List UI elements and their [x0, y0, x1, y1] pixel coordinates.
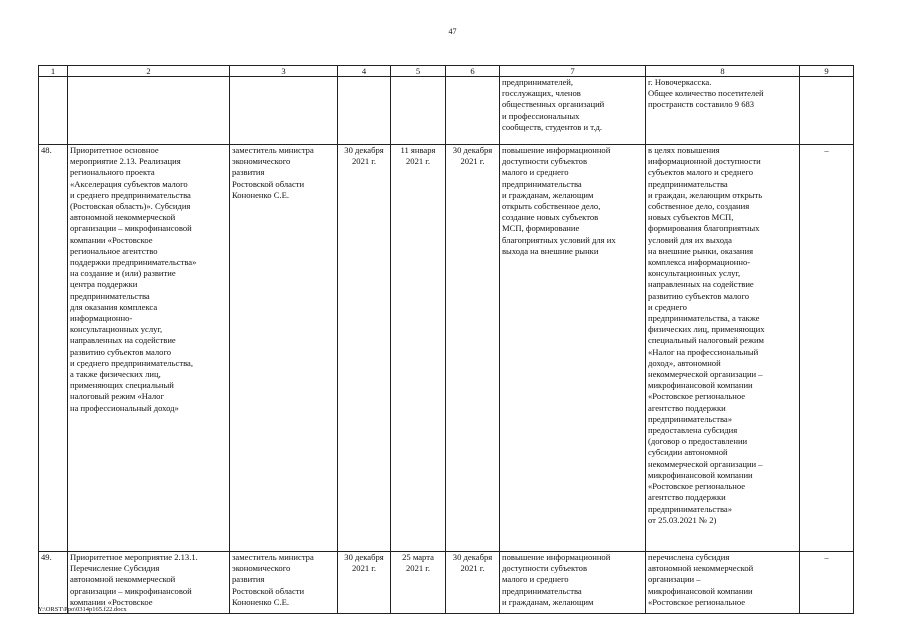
- column-header: 7: [500, 66, 646, 77]
- table-row: [39, 552, 854, 614]
- column-header: 1: [39, 66, 68, 77]
- actual-start-date: 11 января 2021 г.: [391, 145, 446, 552]
- column-header: 9: [800, 66, 854, 77]
- table-row: [39, 77, 854, 145]
- expected-result: повышение информационной доступности субъектов малого и среднего предпринимательства и гражданам, желающим открыть собственное дело, создание новых субъектов МСП, формирование благоприятных условий для их выхода на внешние рынки: [500, 145, 646, 552]
- actual-end-date: 30 декабря 2021 г.: [446, 552, 500, 614]
- column-header: 3: [230, 66, 338, 77]
- column-header: 2: [68, 66, 230, 77]
- row-number: 48.: [39, 145, 68, 552]
- event-name: [68, 77, 230, 145]
- notes: [800, 77, 854, 145]
- column-header: 4: [338, 66, 391, 77]
- planned-date: [338, 77, 391, 145]
- event-name: Приоритетное мероприятие 2.13.1. Перечисление Субсидия автономной некоммерческой организации – микрофинансовой компании «Ростовское: [68, 552, 230, 614]
- notes: –: [800, 145, 854, 552]
- report-table: [38, 65, 854, 614]
- responsible-person: заместитель министра экономического развития Ростовской области Кононенко С.Е.: [230, 145, 338, 552]
- table-row: [39, 145, 854, 552]
- column-number-row: [39, 66, 854, 77]
- event-name: Приоритетное основное мероприятие 2.13. Реализация регионального проекта «Акселерация субъектов малого и среднего предпринимательства (Ростовская область)». Субсидия автономной некоммерческой организации – микрофинансовой компании «Ростовское региональное агентство поддержки предпринимательства» на создание и (или) развитие центра поддержки предпринимательства для оказания комплекса информационно- консультационных услуг, направленных на содействие развитию субъектов малого и среднего предпринимательства, а также физических лиц, применяющих специальный налоговый режим «Налог на профессиональный доход»: [68, 145, 230, 552]
- expected-result: предпринимателей, госслужащих, членов общественных организаций и профессиональных сообществ, студентов и т.д.: [500, 77, 646, 145]
- actual-start-date: [391, 77, 446, 145]
- actual-result: в целях повышения информационной доступности субъектов малого и среднего предпринимательства и граждан, желающим открыть собственное дело, создания новых субъектов МСП, формирования благоприятных условий для их выхода на внешние рынки, оказания комплекса информационно- консультационных услуг, направленных на содействие развитию субъектов малого и среднего предпринимательства, а также физических лиц, применяющих специальный налоговый режим «Налог на профессиональный доход», автономной некоммерческой организации – микрофинансовой компании «Ростовское региональное агентство поддержки предпринимательства» предоставлена субсидия (договор о предоставлении субсидии автономной некоммерческой организации – микрофинансовой компании «Ростовское региональное агентство поддержки предпринимательства» от 25.03.2021 № 2): [646, 145, 800, 552]
- column-header: 8: [646, 66, 800, 77]
- row-number: [39, 77, 68, 145]
- actual-result: г. Новочеркасска. Общее количество посетителей пространств составило 9 683: [646, 77, 800, 145]
- responsible-person: заместитель министра экономического развития Ростовской области Кононенко С.Е.: [230, 552, 338, 614]
- actual-end-date: 30 декабря 2021 г.: [446, 145, 500, 552]
- column-header: 6: [446, 66, 500, 77]
- planned-date: 30 декабря 2021 г.: [338, 552, 391, 614]
- actual-result: перечислена субсидия автономной некоммерческой организации – микрофинансовой компании «Ростовское региональное: [646, 552, 800, 614]
- row-number: 49.: [39, 552, 68, 614]
- responsible-person: [230, 77, 338, 145]
- expected-result: повышение информационной доступности субъектов малого и среднего предпринимательства и гражданам, желающим: [500, 552, 646, 614]
- file-path-footer: Y:\ORST\Ppo\0314p165.f22.docx: [38, 606, 127, 613]
- actual-end-date: [446, 77, 500, 145]
- actual-start-date: 25 марта 2021 г.: [391, 552, 446, 614]
- page-number: 47: [448, 27, 457, 36]
- column-header: 5: [391, 66, 446, 77]
- planned-date: 30 декабря 2021 г.: [338, 145, 391, 552]
- notes: –: [800, 552, 854, 614]
